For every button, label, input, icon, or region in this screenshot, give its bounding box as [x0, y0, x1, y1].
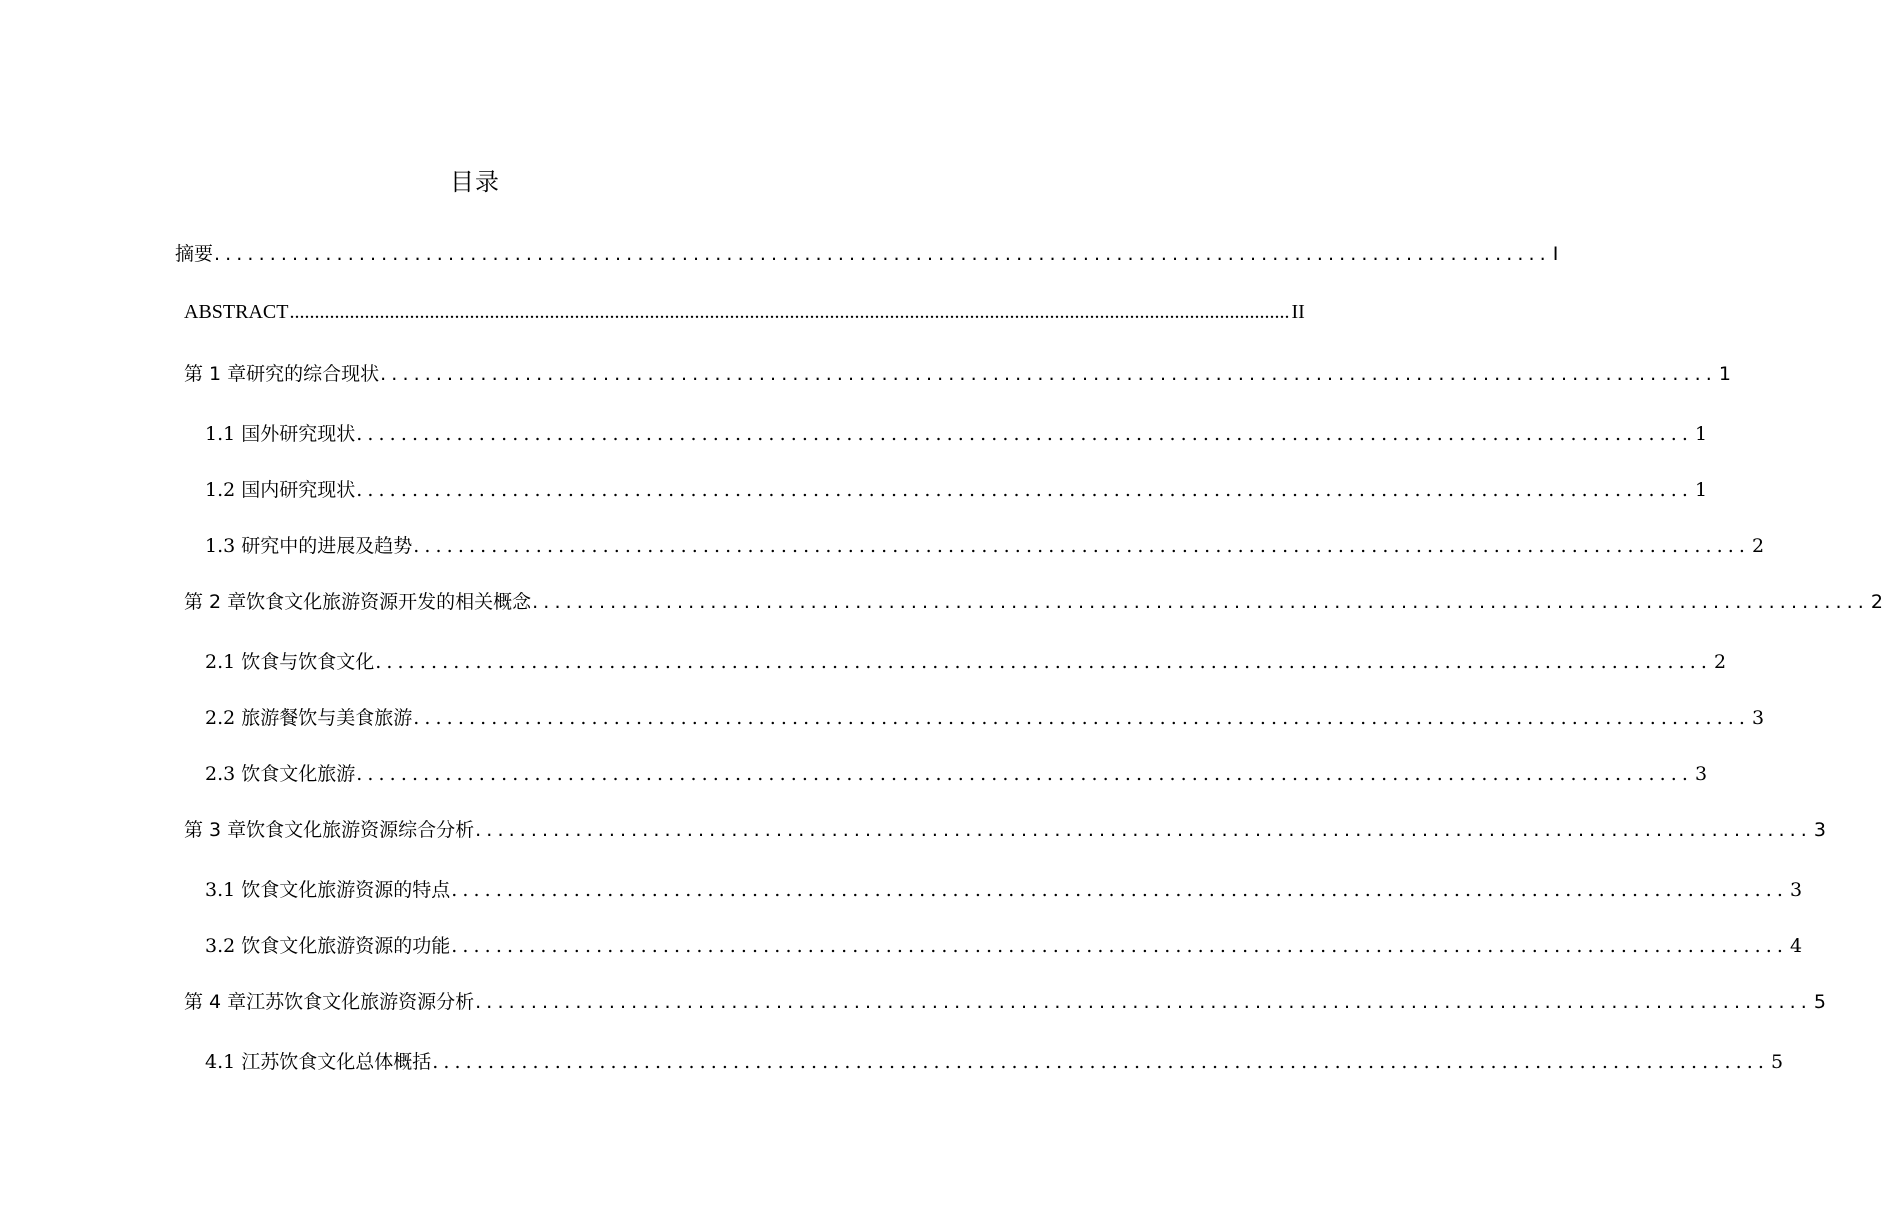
toc-entry-section-2-1[interactable]	[205, 648, 1727, 676]
toc-entry-abstract-en[interactable]	[184, 298, 1305, 326]
toc-title: 目录	[450, 168, 500, 196]
dot-leader: ........................................................................................................................	[432, 1051, 1770, 1073]
dot-leader: ........................................................................................................................	[375, 651, 1713, 673]
dot-leader: ........................................................................................................................	[214, 243, 1551, 265]
toc-entry-abstract-cn[interactable]	[175, 240, 1559, 268]
toc-entry-label: 2.2 旅游餐饮与美食旅游	[205, 707, 413, 729]
toc-entry-page: 2	[1870, 591, 1883, 613]
dot-leader: ........................................................................................................................................................................................................	[289, 301, 1290, 323]
toc-entry-label: 2.3 饮食文化旅游	[205, 763, 356, 785]
toc-entry-label: 第 1 章研究的综合现状	[184, 363, 380, 385]
toc-entry-section-3-1[interactable]	[205, 876, 1803, 904]
toc-entry-label: 3.1 饮食文化旅游资源的特点	[205, 879, 451, 901]
toc-entry-page: I	[1552, 243, 1559, 265]
dot-leader: ........................................................................................................................	[532, 591, 1869, 613]
dot-leader: ........................................................................................................................	[475, 819, 1812, 841]
toc-entry-section-2-3[interactable]	[205, 760, 1708, 788]
toc-entry-page: 1	[1695, 423, 1708, 445]
toc-entry-label: 4.1 江苏饮食文化总体概括	[205, 1051, 432, 1073]
toc-entry-page: 2	[1752, 535, 1765, 557]
toc-entry-label: 摘要	[175, 243, 214, 265]
toc-entry-section-1-2[interactable]	[205, 476, 1708, 504]
toc-entry-label: 第 4 章江苏饮食文化旅游资源分析	[184, 991, 475, 1013]
toc-entry-label: 3.2 饮食文化旅游资源的功能	[205, 935, 451, 957]
toc-entry-label: 第 3 章饮食文化旅游资源综合分析	[184, 819, 475, 841]
dot-leader: ........................................................................................................................	[356, 763, 1694, 785]
dot-leader: ........................................................................................................................	[413, 707, 1751, 729]
dot-leader: ........................................................................................................................	[380, 363, 1717, 385]
toc-entry-label: 1.1 国外研究现状	[205, 423, 356, 445]
toc-entry-chapter-2[interactable]	[184, 588, 1883, 616]
toc-entry-page: II	[1291, 301, 1305, 323]
toc-entry-page: 1	[1695, 479, 1708, 501]
dot-leader: ........................................................................................................................	[356, 479, 1694, 501]
toc-entry-chapter-1[interactable]	[184, 360, 1732, 388]
toc-entry-page: 2	[1714, 651, 1727, 673]
toc-entry-page: 3	[1752, 707, 1765, 729]
dot-leader: ........................................................................................................................	[451, 879, 1789, 901]
toc-entry-page: 5	[1771, 1051, 1784, 1073]
toc-entry-chapter-3[interactable]	[184, 816, 1827, 844]
toc-entry-page: 1	[1718, 363, 1732, 385]
toc-entry-label: 第 2 章饮食文化旅游资源开发的相关概念	[184, 591, 532, 613]
toc-entry-label: 1.3 研究中的进展及趋势	[205, 535, 413, 557]
toc-entry-chapter-4[interactable]	[184, 988, 1827, 1016]
dot-leader: ........................................................................................................................	[356, 423, 1694, 445]
toc-entry-label: 2.1 饮食与饮食文化	[205, 651, 375, 673]
toc-entry-section-1-1[interactable]	[205, 420, 1708, 448]
toc-entry-page: 3	[1790, 879, 1803, 901]
dot-leader: ........................................................................................................................	[413, 535, 1751, 557]
toc-entry-section-2-2[interactable]	[205, 704, 1765, 732]
toc-entry-page: 5	[1813, 991, 1827, 1013]
toc-entry-page: 4	[1790, 935, 1803, 957]
toc-entry-label: 1.2 国内研究现状	[205, 479, 356, 501]
toc-entry-section-1-3[interactable]	[205, 532, 1765, 560]
dot-leader: ........................................................................................................................	[451, 935, 1789, 957]
dot-leader: ........................................................................................................................	[475, 991, 1812, 1013]
toc-entry-section-3-2[interactable]	[205, 932, 1803, 960]
toc-entry-label: ABSTRACT	[184, 301, 289, 323]
toc-entry-section-4-1[interactable]	[205, 1048, 1784, 1076]
toc-entry-page: 3	[1695, 763, 1708, 785]
toc-entry-page: 3	[1813, 819, 1827, 841]
